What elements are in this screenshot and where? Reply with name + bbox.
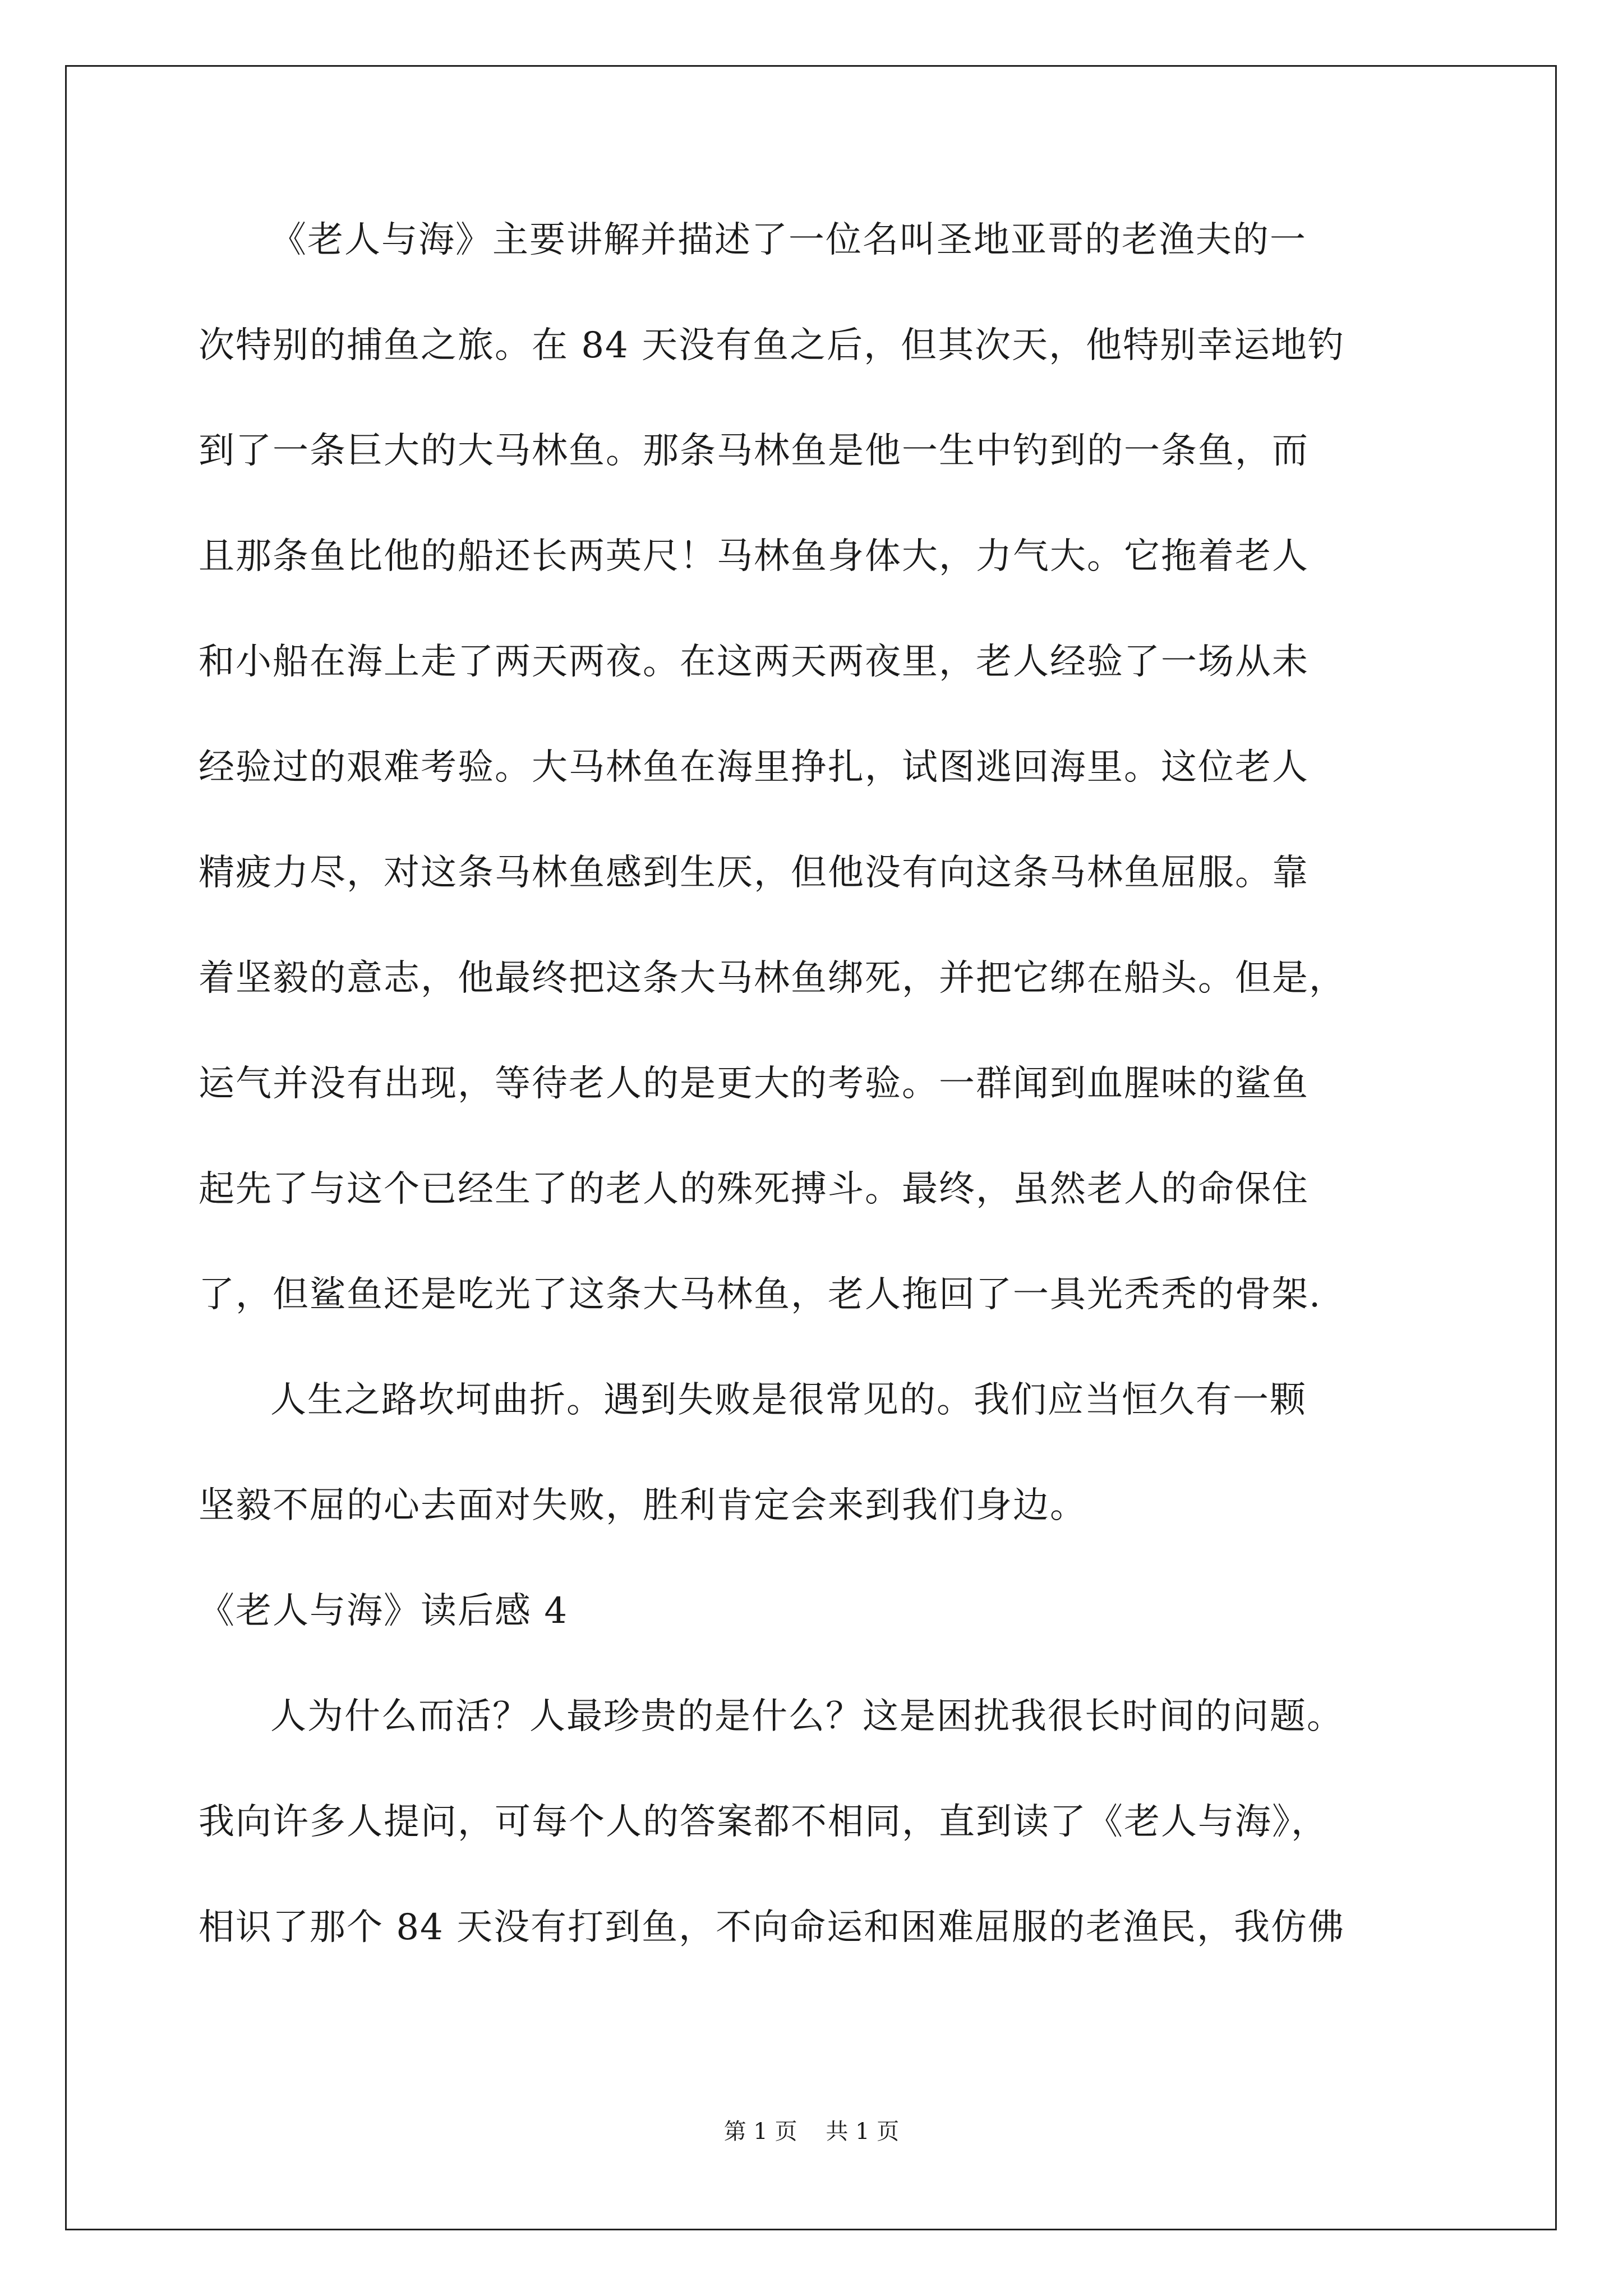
paragraph-1-line-10: 起先了与这个已经生了的老人的殊死搏斗。最终，虽然老人的命保住 <box>199 1168 1309 1210</box>
paragraph-3-line-1: 人为什么而活？人最珍贵的是什么？这是困扰我很长时间的问题。 <box>270 1696 1344 1737</box>
paragraph-2-line-1: 人生之路坎坷曲折。遇到失败是很常见的。我们应当恒久有一颗 <box>270 1379 1307 1421</box>
paragraph-1-line-11: 了，但鲨鱼还是吃光了这条大马林鱼，老人拖回了一具光秃秃的骨架. <box>199 1274 1322 1315</box>
paragraph-1-line-2: 次特别的捕鱼之旅。在 84 天没有鱼之后，但其次天，他特别幸运地钓 <box>199 325 1345 366</box>
paragraph-1-line-4: 且那条鱼比他的船还长两英尺！马林鱼身体大，力气大。它拖着老人 <box>199 536 1309 577</box>
paragraph-3-line-2: 我向许多人提问，可每个人的答案都不相同，直到读了《老人与海》， <box>199 1801 1328 1843</box>
paragraph-1-line-1: 《老人与海》主要讲解并描述了一位名叫圣地亚哥的老渔夫的一 <box>270 219 1307 261</box>
paragraph-1-line-9: 运气并没有出现，等待老人的是更大的考验。一群闻到血腥味的鲨鱼 <box>199 1063 1309 1105</box>
paragraph-1-line-3: 到了一条巨大的大马林鱼。那条马林鱼是他一生中钓到的一条鱼，而 <box>199 430 1309 472</box>
page-footer: 第 1 页 共 1 页 <box>723 2119 900 2145</box>
paragraph-1-line-7: 精疲力尽，对这条马林鱼感到生厌，但他没有向这条马林鱼屈服。靠 <box>199 852 1309 894</box>
paragraph-1-line-5: 和小船在海上走了两天两夜。在这两天两夜里，老人经验了一场从未 <box>199 641 1309 683</box>
section-heading: 《老人与海》读后感 4 <box>199 1590 569 1632</box>
paragraph-1-line-6: 经验过的艰难考验。大马林鱼在海里挣扎，试图逃回海里。这位老人 <box>199 747 1309 788</box>
paragraph-1-line-8: 着坚毅的意志，他最终把这条大马林鱼绑死，并把它绑在船头。但是， <box>199 958 1346 999</box>
paragraph-3-line-3: 相识了那个 84 天没有打到鱼，不向命运和困难屈服的老渔民，我仿佛 <box>199 1907 1345 1948</box>
paragraph-2-line-2: 坚毅不屈的心去面对失败，胜利肯定会来到我们身边。 <box>199 1485 1087 1526</box>
